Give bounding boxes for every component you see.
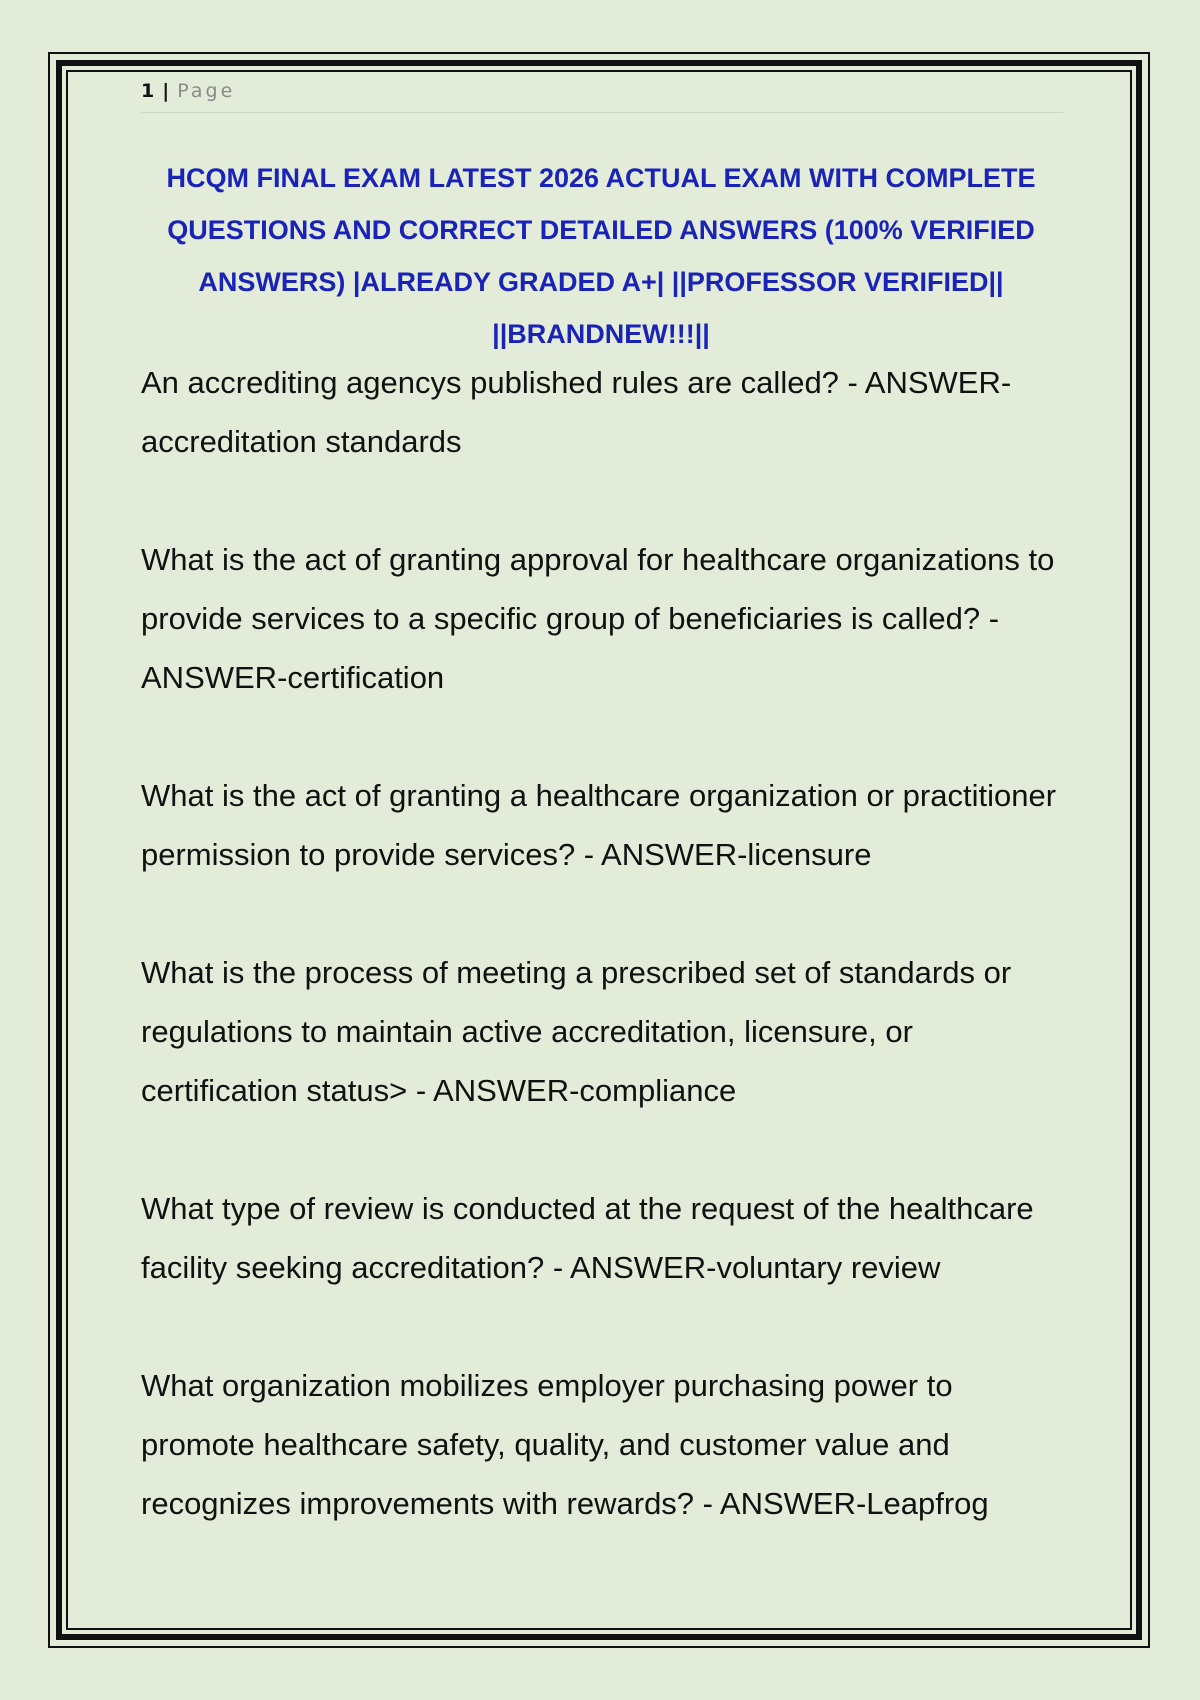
qa-item: An accrediting agencys published rules are called? - ANSWER-accreditation standards — [141, 365, 1012, 459]
qa-item: What type of review is conducted at the request of the healthcare facility seeking accreditation? - ANSWER-voluntary review — [141, 1191, 1034, 1285]
page-word: Page — [177, 80, 236, 102]
qa-item: What is the act of granting a healthcare organization or practitioner permission to provide services? - ANSWER-licensure — [141, 778, 1057, 872]
page-separator: | — [162, 80, 171, 102]
page-header — [141, 80, 235, 102]
qa-list — [141, 353, 1071, 1592]
document-title: HCQM FINAL EXAM LATEST 2026 ACTUAL EXAM WITH COMPLETE QUESTIONS AND CORRECT DETAILED ANSWERS (100% VERIFIED ANSWERS) |ALREADY GRADED A+| ||PROFESSOR VERIFIED|| ||BRANDNEW!!!|| — [166, 163, 1036, 349]
qa-item: What organization mobilizes employer purchasing power to promote healthcare safety, quality, and customer value and recognizes improvements with rewards? - ANSWER-Leapfrog — [141, 1368, 989, 1521]
qa-item: What is the process of meeting a prescribed set of standards or regulations to maintain active accreditation, licensure, or certification status> - ANSWER-compliance — [141, 955, 1012, 1108]
header-divider — [141, 112, 1063, 113]
page-number: 1 — [141, 80, 156, 102]
qa-item: What is the act of granting approval for healthcare organizations to provide services to a specific group of beneficiaries is called? - ANSWER-certification — [141, 542, 1055, 695]
